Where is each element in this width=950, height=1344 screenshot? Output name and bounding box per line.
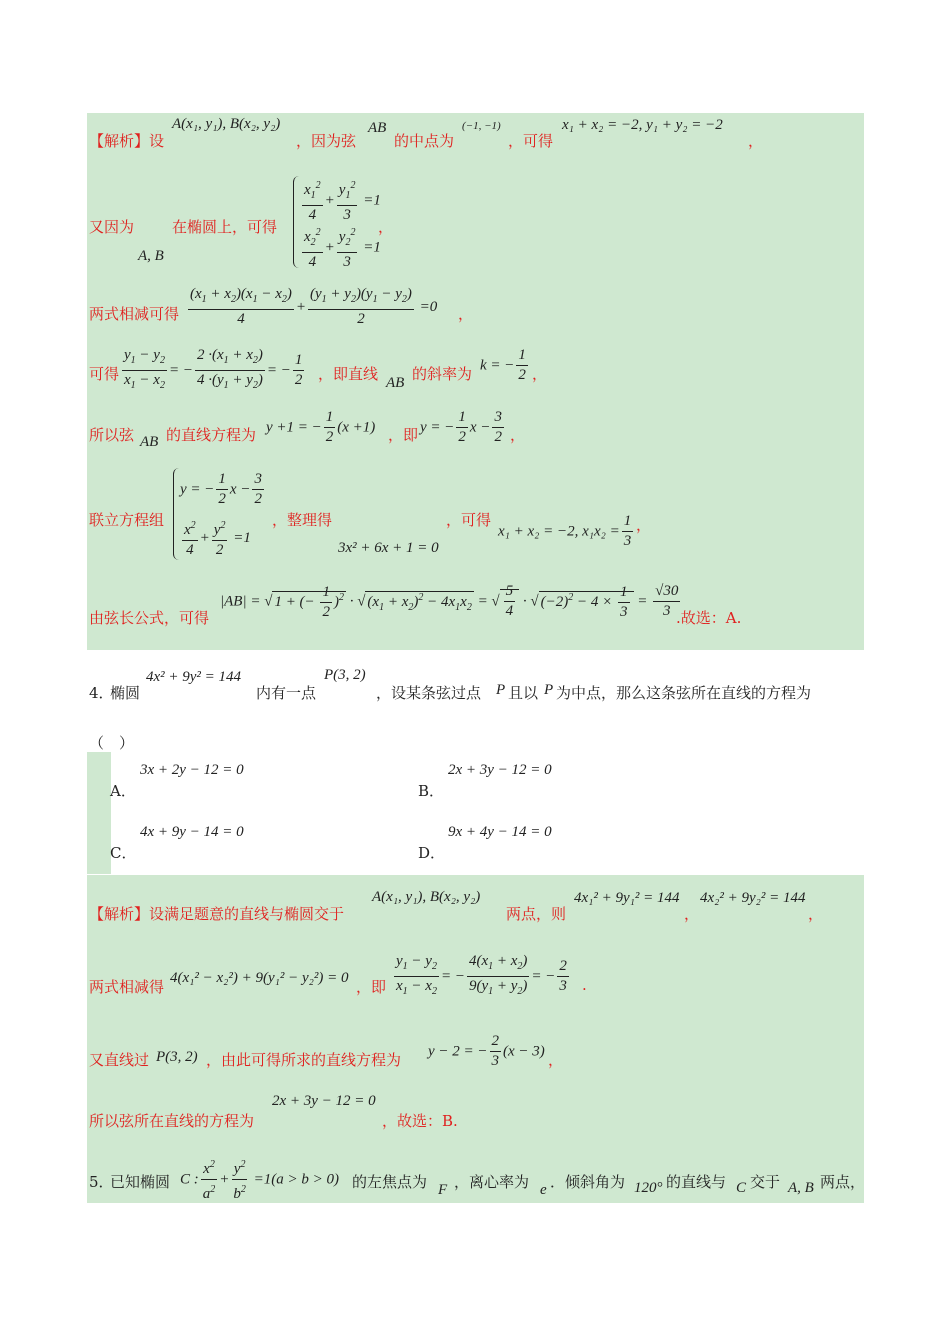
- options-margin-background: [87, 752, 111, 874]
- midpoint-expr: (−1, −1): [462, 120, 501, 132]
- line-eq-1: y +1 = − $\frac{1}{2}$ (x +1): [266, 409, 376, 445]
- sol4-line1: 【解析】设满足题意的直线与椭圆交于: [89, 905, 345, 923]
- question-4-number: 4．: [89, 684, 114, 702]
- slope-expr: $\frac{y_1 - y_2}{x_1 - x_2}$ = − $\frac{2 \cdot(x_1 + x_2)}{4 \cdot(y_1 + y_2)}$ = − $\frac{1}{2}$: [124, 347, 303, 391]
- sum-expr: x₁ + x₂ = −2, y₁ + y₂ = −2: [562, 117, 723, 133]
- system-brace: [293, 176, 300, 268]
- question-5-number: 5．: [89, 1173, 114, 1191]
- sol4-line-eq: y − 2 = − $\frac{2}{3}$ (x − 3): [428, 1033, 545, 1069]
- q4-ellipse-expr: 4x² + 9y² = 144: [146, 669, 242, 685]
- system-brace-2: [173, 468, 180, 560]
- subtract-expr: $\frac{(x_1 + x_2)(x_1 - x_2)}{4}$ + $\frac{(y_1 + y_2)(y_1 - y_2)}{2}$ =0: [190, 286, 438, 327]
- line-eq-2: y = − $\frac{1}{2}$ x − $\frac{3}{2}$: [420, 409, 502, 445]
- sol4-slope-expr: $\frac{y_1 - y_2}{x_1 - x_2}$ = − $\frac{4(x_1 + x_2)}{9(y_1 + y_2)}$ = − $\frac{2}{3}$: [396, 953, 567, 997]
- ellipse-eq-1: $\frac{x_1^2}{4}$ + $\frac{y_1^2}{3}$ =1: [300, 176, 381, 225]
- ellipse-eq-2: $\frac{x_2^2}{4}$ + $\frac{y_2^2}{3}$ =1: [300, 223, 381, 272]
- joint-eq-1: y = − $\frac{1}{2}$ x − $\frac{3}{2}$: [180, 471, 262, 507]
- sol3-line1: 【解析】设: [89, 132, 165, 150]
- joint-eq-2: $\frac{x^2}{4}$ + $\frac{y^2}{2}$ =1: [180, 516, 251, 560]
- answer-paren: （ ）: [89, 734, 135, 752]
- q5-ellipse-expr: C : $\frac{x^2}{a^2}$ + $\frac{y^2}{b^2}$ =1(a > b > 0): [180, 1155, 339, 1204]
- sol3-points-expr: A(x₁, y₁), B(x₂, y₂): [172, 116, 281, 132]
- chord-length-expr: |AB| = √ 1 + (− $\frac{1}{2}$ )$^2$ · √ $(x_1 + x_2)^2 - 4x_1x_2$ = √ $\frac{5}{4}$ · √ $(-2)^2 - 4$ × $\frac{1}{3}$ = $\frac{√30}{3}$: [220, 583, 679, 620]
